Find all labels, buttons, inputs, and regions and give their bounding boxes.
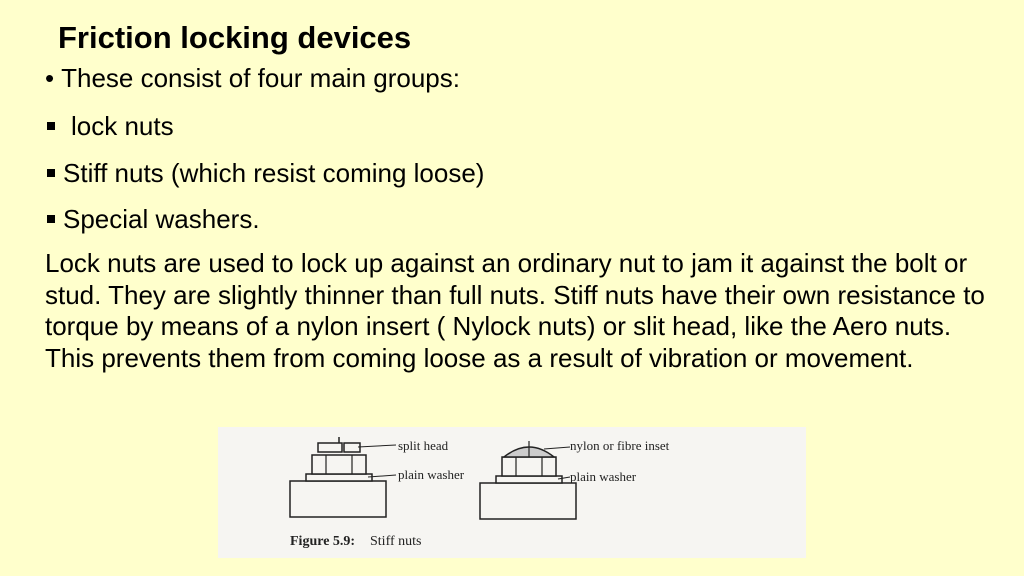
washer-right	[496, 476, 562, 483]
intro-line	[45, 63, 460, 94]
list-item	[45, 204, 260, 235]
list-item	[45, 158, 484, 189]
label-split-head: split head	[398, 438, 449, 453]
nut-right	[502, 457, 556, 476]
stiff-nuts-figure	[218, 427, 806, 558]
list-item	[45, 111, 174, 142]
split-head-left	[318, 443, 342, 452]
figure-drawing	[218, 427, 806, 558]
square-bullet-icon	[47, 122, 55, 130]
square-bullet-icon	[47, 169, 55, 177]
list-item-text: Stiff nuts (which resist coming loose)	[63, 158, 485, 188]
slide-title: Friction locking devices	[58, 20, 412, 55]
body-paragraph: Lock nuts are used to lock up against an ordinary nut to jam it against the bolt or stud. They are slightly thinner than full nuts. Stiff nuts have their own resistance to torque by means of a nylon insert ( Nylock nuts) or slit head, like the Aero nuts. This prevents them from coming loose as a result of vibration or movement.	[45, 248, 985, 373]
base-plate-left	[290, 481, 386, 517]
figure-caption-text: Stiff nuts	[370, 534, 422, 549]
bullet-dot: •	[45, 63, 55, 93]
figure-caption-number: Figure 5.9:	[290, 534, 356, 549]
label-plain-washer-left: plain washer	[398, 467, 465, 482]
intro-text: These consist of four main groups:	[61, 63, 460, 93]
label-plain-washer-right: plain washer	[570, 469, 637, 484]
square-bullet-icon	[47, 215, 55, 223]
list-item-text: lock nuts	[71, 111, 174, 141]
washer-left	[306, 474, 372, 481]
list-item-text: Special washers.	[63, 204, 260, 234]
base-plate-right	[480, 483, 576, 519]
nut-left	[312, 455, 366, 474]
label-nylon-insert: nylon or fibre inset	[570, 438, 670, 453]
